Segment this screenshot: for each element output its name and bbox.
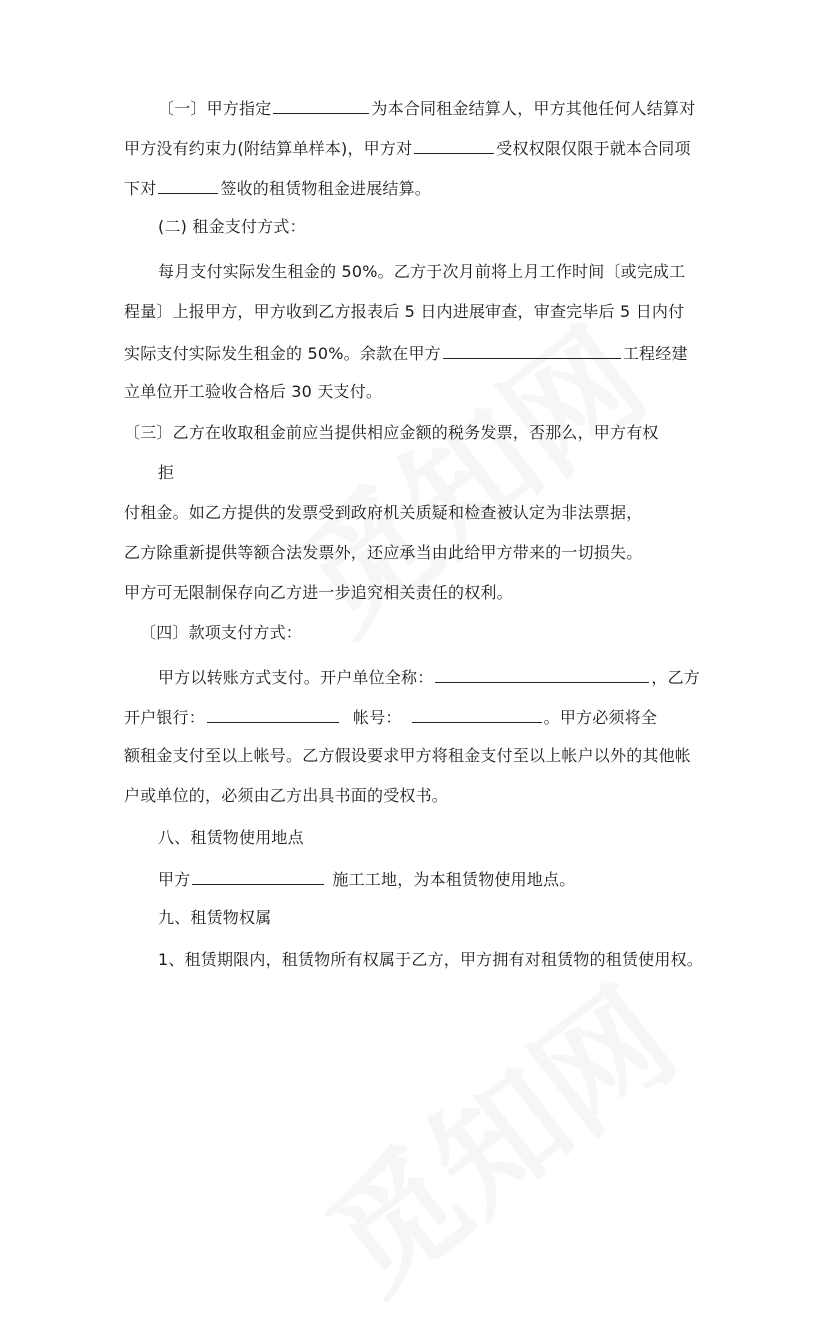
- p4-text: 帐号：: [353, 708, 402, 727]
- p3-line-4: 乙方除重新提供等额合法发票外，还应承当由此给甲方带来的一切损失。: [124, 543, 643, 562]
- p2-line-1: 每月支付实际发生租金的 50%。乙方于次月前将上月工作时间〔或完成工: [158, 262, 686, 281]
- p1-text: 为本合同租金结算人，甲方其他任何人结算对: [371, 99, 696, 118]
- p2-line-4: 立单位开工验收合格后 30 天支付。: [124, 382, 383, 401]
- watermark: [254, 280, 676, 667]
- p1-text: 〔一〕甲方指定: [158, 99, 272, 118]
- p4-line-1: [158, 666, 700, 688]
- section-heading-usage-location: 八、租赁物使用地点: [158, 828, 304, 847]
- p1-line-2: [124, 137, 691, 159]
- p3-line-5: 甲方可无限制保存向乙方进一步追究相关责任的权利。: [124, 583, 513, 602]
- p3-line-1: 〔三〕乙方在收取租金前应当提供相应金额的税务发票，否那么，甲方有权: [124, 423, 659, 442]
- s8-line: [158, 868, 575, 890]
- account-number-blank: [412, 706, 542, 723]
- section-heading-rent-payment: (二) 租金支付方式：: [158, 217, 306, 236]
- site-name-blank: [192, 868, 324, 885]
- settlement-person-blank: [273, 97, 369, 114]
- p1-line-1: [158, 97, 695, 119]
- authorized-person-blank: [414, 137, 494, 154]
- p4-text: 开户银行：: [124, 708, 206, 727]
- p1-text: 下对: [124, 179, 157, 198]
- p4-text: 。甲方必须将全: [543, 708, 658, 727]
- p2-text: 实际支付实际发生租金的 50%。余款在甲方: [124, 344, 441, 363]
- watermark-lower: [284, 940, 706, 1327]
- s9-item-1: 1、租赁期限内，租赁物所有权属于乙方，甲方拥有对租赁物的租赁使用权。: [158, 950, 703, 969]
- section-heading-ownership: 九、租赁物权属: [158, 908, 272, 927]
- p2-text: 工程经建: [622, 344, 688, 363]
- p4-text: ，乙方: [651, 668, 701, 687]
- p3-line-2: 拒: [158, 463, 175, 482]
- s8-text: 甲方: [158, 870, 191, 889]
- p4-line-3: 额租金支付至以上帐号。乙方假设要求甲方将租金支付至以上帐户以外的其他帐: [124, 746, 692, 765]
- p1-text: 甲方没有约束力(附结算单样本)，甲方对: [124, 139, 413, 158]
- p1-line-3: [124, 177, 431, 199]
- section-heading-payment-method: 〔四〕款项支付方式：: [140, 623, 303, 642]
- p4-line-4: 户或单位的，必须由乙方出具书面的受权书。: [124, 786, 449, 805]
- project-name-blank: [443, 342, 621, 359]
- account-holder-blank: [435, 666, 649, 683]
- p1-text: 受权权限仅限于就本合同项: [496, 139, 691, 158]
- p3-line-3: 付租金。如乙方提供的发票受到政府机关质疑和检查被认定为非法票据，: [124, 503, 643, 522]
- signer-blank: [158, 177, 218, 194]
- p1-text: 签收的租赁物租金进展结算。: [220, 179, 432, 198]
- p2-line-2: 程量〕上报甲方，甲方收到乙方报表后 5 日内进展审查，审查完毕后 5 日内付: [124, 302, 685, 321]
- p2-line-3: [124, 342, 688, 364]
- p4-text: 甲方以转账方式支付。开户单位全称：: [158, 668, 434, 687]
- p4-line-2: [124, 706, 657, 728]
- s8-text: 施工工地，为本租赁物使用地点。: [332, 870, 576, 889]
- bank-name-blank: [207, 706, 339, 723]
